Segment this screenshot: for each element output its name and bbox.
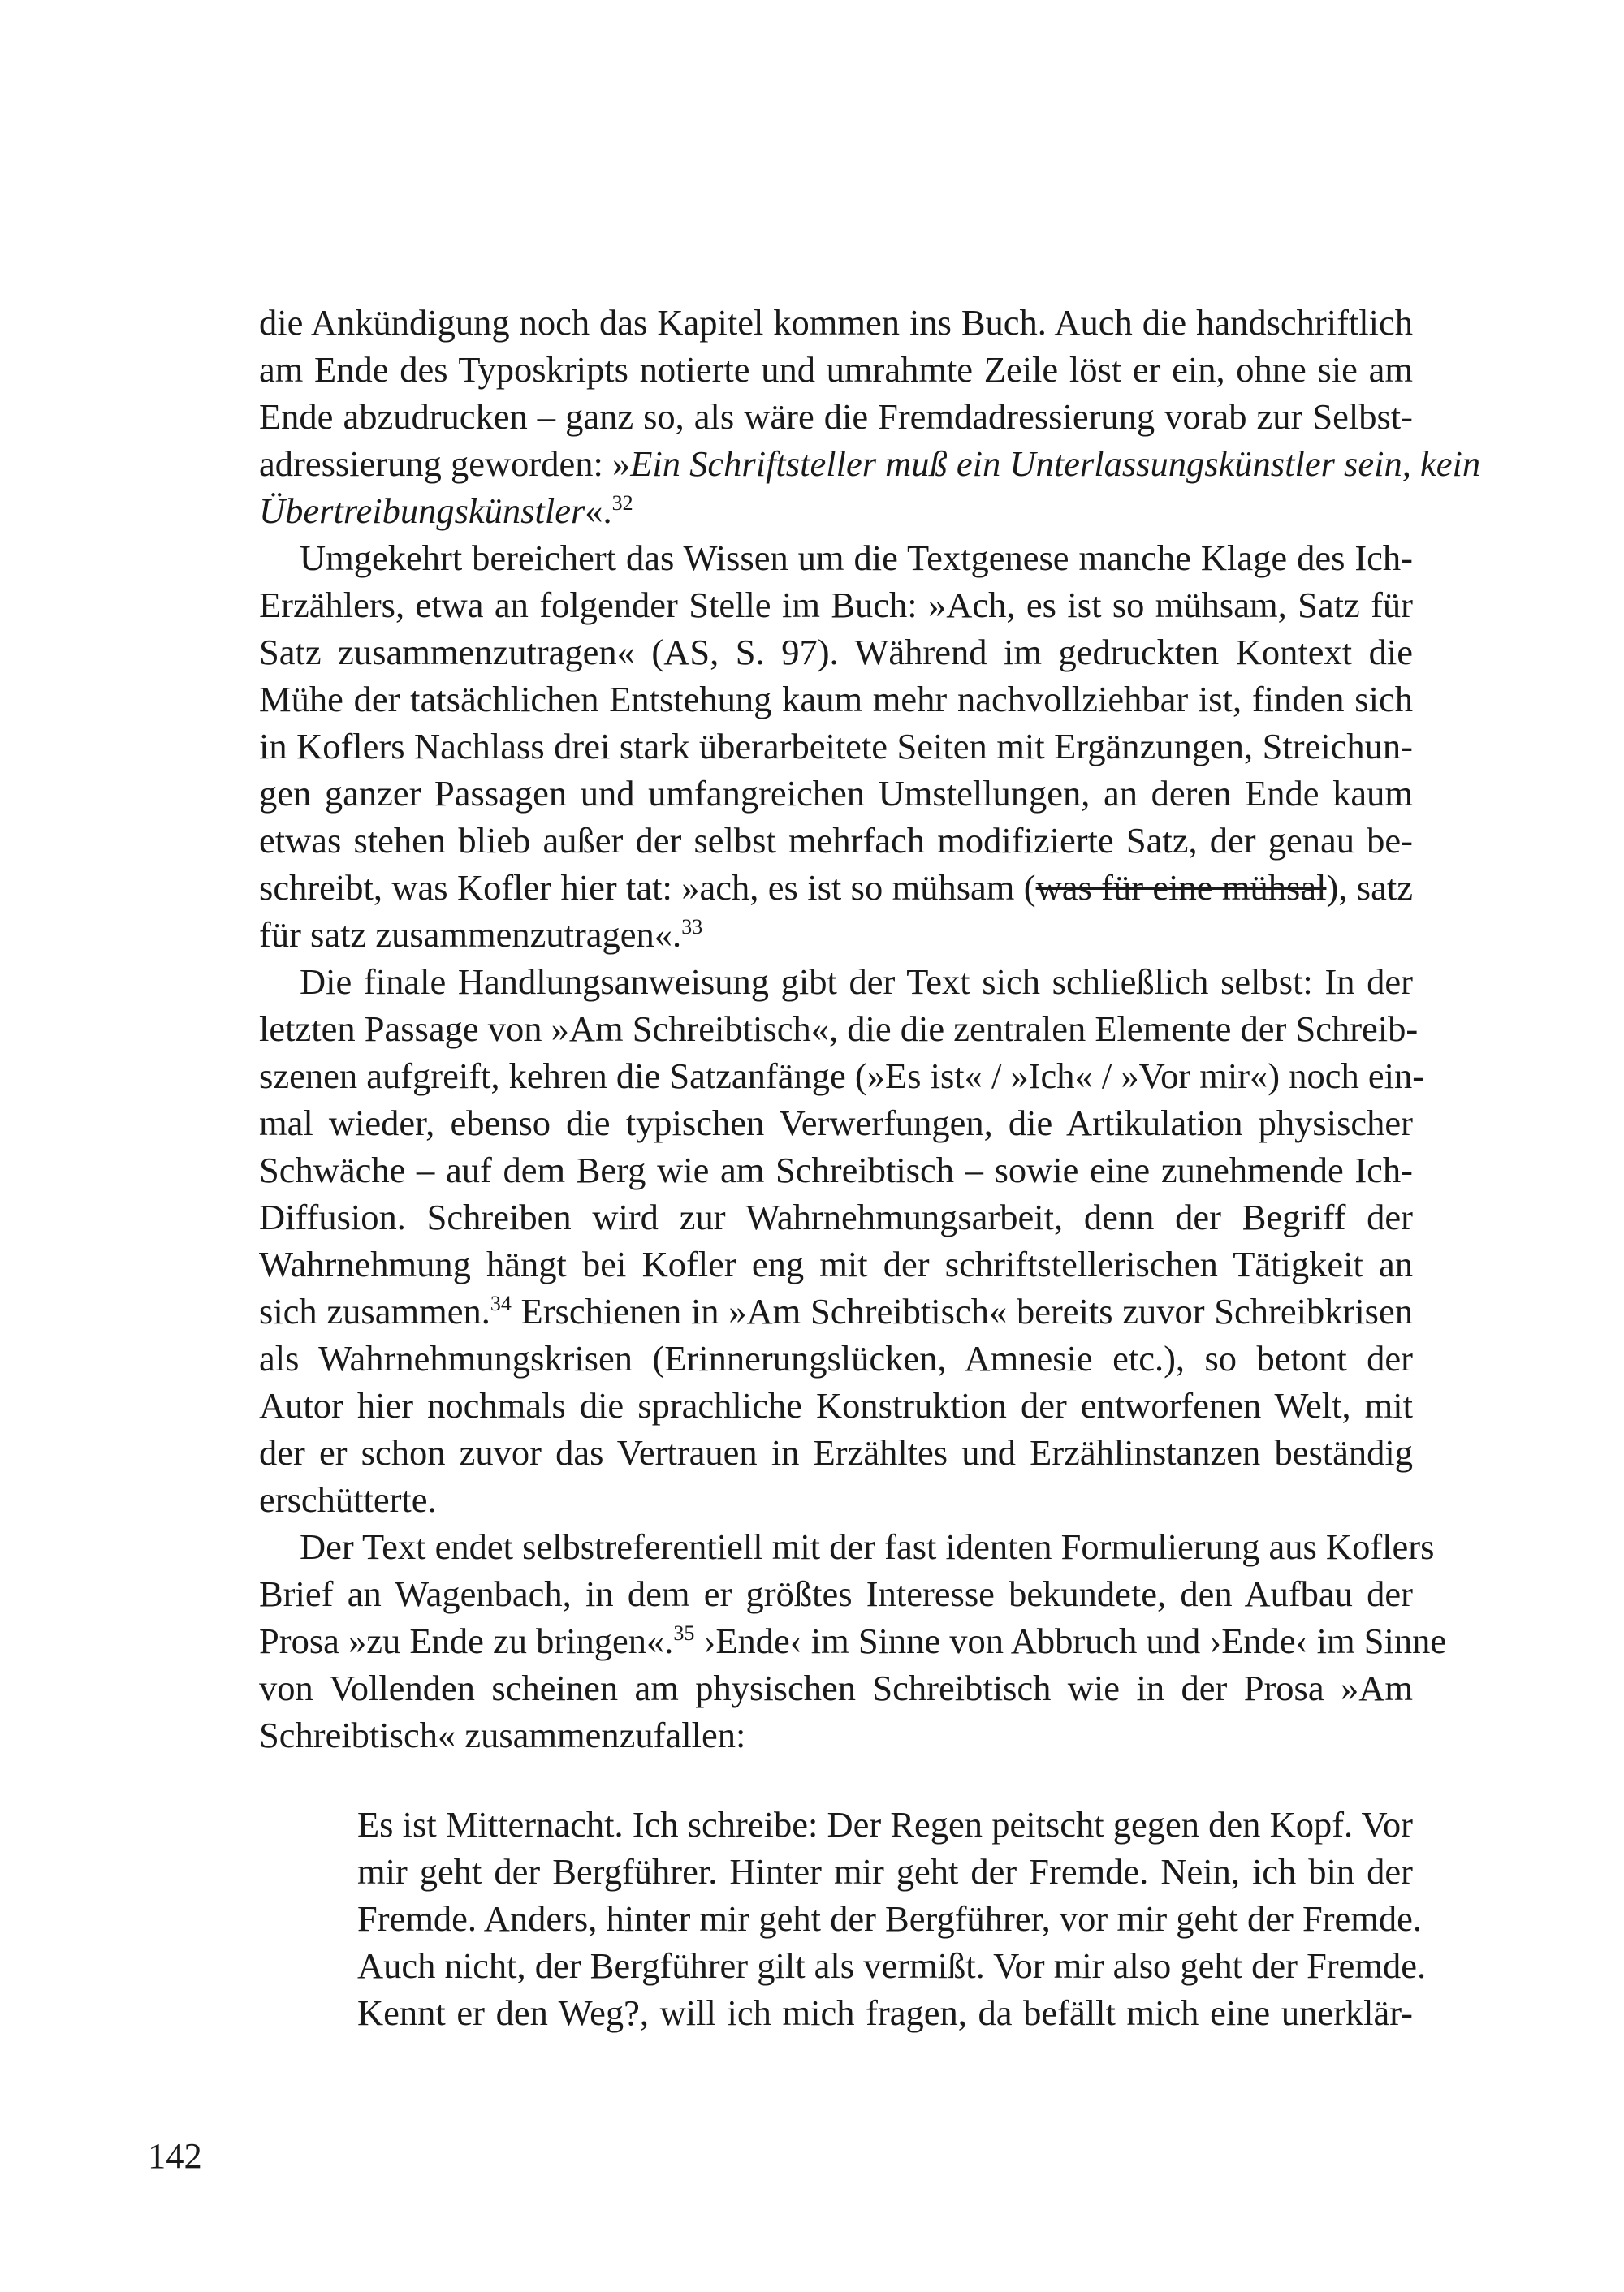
quote-line: mir geht der Bergführer. Hinter mir geht der Fremde. Nein, ich bin der <box>357 1851 1413 1892</box>
text-line <box>259 1288 1413 1335</box>
page-number: 142 <box>148 2135 202 2176</box>
text-line: Wahrnehmung hängt bei Kofler eng mit der schriftstellerischen Tätigkeit an <box>259 1244 1413 1284</box>
text-run: «. <box>585 490 612 531</box>
quote-italic: Übertreibungskünstler <box>259 490 585 531</box>
text-line: die Ankündigung noch das Kapitel kommen ins Buch. Auch die handschriftlich <box>259 302 1413 343</box>
text-line: Diffusion. Schreiben wird zur Wahrnehmungsarbeit, denn der Begriff der <box>259 1197 1413 1237</box>
quote-line: Kennt er den Weg?, will ich mich fragen, da befällt mich eine unerklär- <box>357 1992 1413 2033</box>
text-run: für satz zusammenzutragen«. <box>259 914 682 955</box>
footnote-ref: 33 <box>681 915 703 939</box>
text-run: ), satz <box>1326 867 1413 908</box>
text-run: Erschienen in »Am Schreibtisch« bereits zuvor Schreibkrisen <box>511 1291 1413 1332</box>
quote-line: Auch nicht, der Bergführer gilt als vermißt. Vor mir also geht der Fremde. <box>357 1945 1427 1986</box>
text-line: Schwäche – auf dem Berg wie am Schreibtisch – sowie eine zunehmende Ich- <box>259 1150 1413 1190</box>
quote-line: Fremde. Anders, hinter mir geht der Bergführer, vor mir geht der Fremde. <box>357 1898 1423 1939</box>
text-line: Umgekehrt bereichert das Wissen um die Textgenese manche Klage des Ich- <box>300 537 1413 578</box>
text-run: adressierung geworden: » <box>259 443 631 484</box>
text-line: szenen aufgreift, kehren die Satzanfänge (»Es ist« / »Ich« / »Vor mir«) noch ein- <box>259 1055 1425 1096</box>
text-line: Mühe der tatsächlichen Entstehung kaum mehr nachvollziehbar ist, finden sich <box>259 679 1413 719</box>
text-line: Brief an Wagenbach, in dem er größtes Interesse bekundete, den Aufbau der <box>259 1573 1413 1614</box>
text-line: Satz zusammenzutragen« (AS, S. 97). Während im gedruckten Kontext die <box>259 632 1413 672</box>
text-line: Autor hier nochmals die sprachliche Konstruktion der entworfenen Welt, mit <box>259 1385 1413 1426</box>
text-line: letzten Passage von »Am Schreibtisch«, die die zentralen Elemente der Schreib- <box>259 1008 1419 1049</box>
text-line: Schreibtisch« zusammenzufallen: <box>259 1715 746 1755</box>
footnote-ref: 32 <box>611 491 633 515</box>
text-line <box>259 1617 1447 1664</box>
text-line: in Koflers Nachlass drei stark überarbeitete Seiten mit Ergänzungen, Streichun- <box>259 726 1413 766</box>
text-line <box>259 487 1413 534</box>
text-line <box>259 864 1413 911</box>
text-line: Der Text endet selbstreferentiell mit der fast identen Formulierung aus Koflers <box>300 1526 1435 1567</box>
text-line: erschütterte. <box>259 1479 437 1520</box>
struck-text: was für eine mühsal <box>1035 867 1327 908</box>
footnote-ref: 35 <box>673 1621 695 1645</box>
text-line: der er schon zuvor das Vertrauen in Erzähltes und Erzählinstanzen beständig <box>259 1432 1413 1473</box>
quote-line: Es ist Mitternacht. Ich schreibe: Der Regen peitscht gegen den Kopf. Vor <box>357 1804 1413 1845</box>
text-run: schreibt, was Kofler hier tat: »ach, es ist so mühsam ( <box>259 867 1036 908</box>
text-line: am Ende des Typoskripts notierte und umrahmte Zeile löst er ein, ohne sie am <box>259 349 1413 390</box>
text-run: ›Ende‹ im Sinne von Abbruch und ›Ende‹ im Sinne <box>694 1621 1447 1661</box>
text-line: als Wahrnehmungskrisen (Erinnerungslücken, Amnesie etc.), so betont der <box>259 1338 1413 1379</box>
text-line: gen ganzer Passagen und umfangreichen Umstellungen, an deren Ende kaum <box>259 773 1413 814</box>
text-line: mal wieder, ebenso die typischen Verwerfungen, die Artikulation physischer <box>259 1103 1413 1143</box>
text-line: Die finale Handlungsanweisung gibt der Text sich schließlich selbst: In der <box>300 961 1413 1002</box>
text-run: sich zusammen. <box>259 1291 490 1332</box>
text-line: von Vollenden scheinen am physischen Schreibtisch wie in der Prosa »Am <box>259 1668 1413 1708</box>
text-run: Prosa »zu Ende zu bringen«. <box>259 1621 674 1661</box>
quote-italic: Ein Schriftsteller muß ein Unterlassungskünstler sein, kein <box>630 443 1481 484</box>
footnote-ref: 34 <box>490 1292 512 1315</box>
text-line: Ende abzudrucken – ganz so, als wäre die Fremdadressierung vorab zur Selbst- <box>259 396 1413 437</box>
text-line <box>259 440 1481 487</box>
text-line: etwas stehen blieb außer der selbst mehrfach modifizierte Satz, der genau be- <box>259 820 1413 861</box>
text-line <box>259 911 1413 958</box>
text-line: Erzählers, etwa an folgender Stelle im Buch: »Ach, es ist so mühsam, Satz für <box>259 585 1413 625</box>
